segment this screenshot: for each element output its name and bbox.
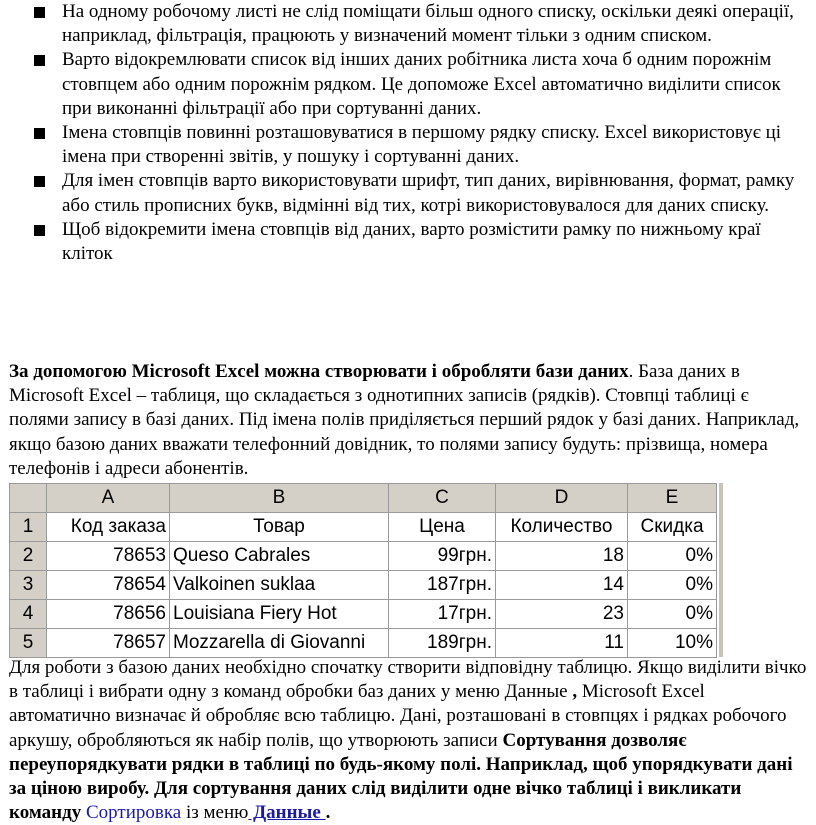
cell-field-name[interactable]: Скидка: [628, 513, 717, 542]
from-menu-text: із меню: [181, 802, 249, 824]
table-row: [10, 542, 717, 571]
sort-command-link[interactable]: Сортировка: [85, 802, 182, 824]
list-item: [0, 121, 816, 169]
sorting-sentence: Сортування дозволяє переупорядкувати рядки в таблиці по будь-якому полі. Наприклад, щоб упорядкувати дані за ціною виробу. Для сортування даних слід виділити одне вічко таблиці і викликати команду: [9, 729, 793, 824]
cell-quantity[interactable]: 18: [496, 542, 628, 571]
cell-price[interactable]: 99грн.: [389, 542, 496, 571]
column-header-c[interactable]: C: [389, 484, 496, 513]
cell-order-id[interactable]: 78653: [47, 542, 170, 571]
cell-discount[interactable]: 0%: [628, 571, 717, 600]
select-all-corner[interactable]: [10, 484, 47, 513]
spreadsheet-example: [9, 483, 717, 658]
cell-price[interactable]: 17грн.: [389, 600, 496, 629]
guidelines-list: [0, 0, 816, 266]
list-item: [0, 218, 816, 266]
outro-text: Для роботи з базою даних необхідно спочатку створити відповідну таблицю. Якщо виділити вічко в таблиці і вибрати одну з команд обробки баз даних у меню Данные: [9, 657, 807, 703]
table-row: [10, 571, 717, 600]
table-row: [10, 513, 717, 542]
final-period: .: [325, 802, 331, 824]
list-item: [0, 48, 816, 121]
list-item: [0, 169, 816, 217]
cell-quantity[interactable]: 14: [496, 571, 628, 600]
cell-quantity[interactable]: 23: [496, 600, 628, 629]
column-header-e[interactable]: E: [628, 484, 717, 513]
row-header[interactable]: 1: [10, 513, 47, 542]
list-item-text: На одному робочому листі не слід поміщати більш одного списку, оскільки деякі операції, наприклад, фільтрація, працюють у визначений момент тільки з одним списком.: [62, 1, 794, 47]
cell-product[interactable]: Mozzarella di Giovanni: [170, 629, 389, 658]
row-header[interactable]: 3: [10, 571, 47, 600]
column-header-d[interactable]: D: [496, 484, 628, 513]
cell-quantity[interactable]: 11: [496, 629, 628, 658]
list-item-text: Імена стовпців повинні розташовуватися в першому рядку списку. Excel використовує ці імена при створенні звітів, у пошуку і сортуванні даних.: [62, 122, 782, 168]
table-row: [10, 600, 717, 629]
cell-field-name[interactable]: Код заказа: [47, 513, 170, 542]
square-bullet-icon: [34, 7, 45, 18]
cell-product[interactable]: Valkoinen suklaa: [170, 571, 389, 600]
square-bullet-icon: [34, 176, 45, 187]
list-item-text: Щоб відокремити імена стовпців від даних, варто розмістити рамку по нижньому краї кліток: [62, 218, 761, 265]
cell-order-id[interactable]: 78657: [47, 629, 170, 658]
list-item-text: Варто відокремлювати список від інших даних робітника листа хоча б одним порожнім стовпцем або одним порожнім рядком. Це допоможе Excel автоматично виділити список при виконанні фільтрації або при сортуванні даних.: [62, 49, 781, 119]
column-header-b[interactable]: B: [170, 484, 389, 513]
cell-discount[interactable]: 10%: [628, 629, 717, 658]
data-menu-link[interactable]: Данные: [248, 802, 326, 824]
list-item-text: Для імен стовпців варто використовувати шрифт, тип даних, вирівнювання, формат, рамку або стиль прописних букв, відмінні від тих, котрі використовувалося для даних списку.: [62, 170, 795, 216]
row-header[interactable]: 4: [10, 600, 47, 629]
table-row: [10, 629, 717, 658]
cell-price[interactable]: 189грн.: [389, 629, 496, 658]
intro-text: . База даних в Microsoft Excel – таблиця, що складається з однотипних записів (рядків). Стовпці таблиці є полями запису в базі даних. Під імена полів приділяється перший рядок у базі даних. Наприклад, якщо базою даних вважати телефонний довідник, то полями запису будуть: прізвища, номера телефонів і адреси абонентів.: [9, 361, 800, 479]
list-item: [0, 0, 816, 48]
row-header[interactable]: 2: [10, 542, 47, 571]
intro-bold-lead: За допомогою Microsoft Excel можна створювати і обробляти бази даних: [9, 361, 629, 382]
square-bullet-icon: [34, 128, 45, 139]
square-bullet-icon: [34, 55, 45, 66]
cell-order-id[interactable]: 78656: [47, 600, 170, 629]
square-bullet-icon: [34, 225, 45, 236]
row-header[interactable]: 5: [10, 629, 47, 658]
cell-field-name[interactable]: Количество: [496, 513, 628, 542]
outro-text-2: Microsoft Excel автоматично визначає й обробляє всю таблицю. Дані, розташовані в стовпцях і рядках робочого аркушу, обробляються як набір полів, що утворюють записи: [9, 681, 787, 751]
cell-discount[interactable]: 0%: [628, 542, 717, 571]
column-header-row: [10, 484, 717, 513]
cell-product[interactable]: Louisiana Fiery Hot: [170, 600, 389, 629]
cell-product[interactable]: Queso Cabrales: [170, 542, 389, 571]
intro-paragraph: [9, 360, 809, 481]
outro-comma: ,: [567, 681, 578, 703]
cell-price[interactable]: 187грн.: [389, 571, 496, 600]
cell-field-name[interactable]: Цена: [389, 513, 496, 542]
outro-paragraph: [9, 656, 809, 825]
column-header-a[interactable]: A: [47, 484, 170, 513]
cell-order-id[interactable]: 78654: [47, 571, 170, 600]
cell-field-name[interactable]: Товар: [170, 513, 389, 542]
cell-discount[interactable]: 0%: [628, 600, 717, 629]
sheet-edge-divider: [719, 483, 723, 657]
